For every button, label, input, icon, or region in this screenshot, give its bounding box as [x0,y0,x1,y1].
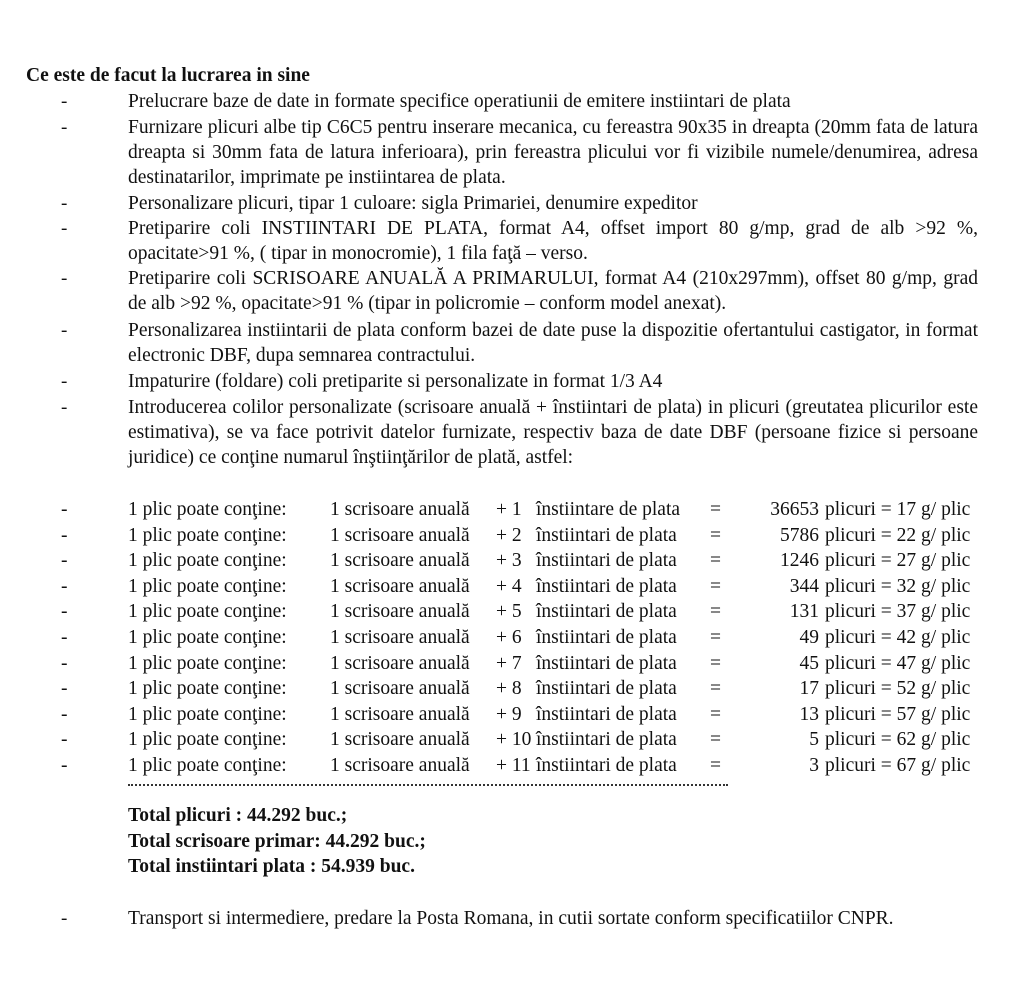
bullet-text: Furnizare plicuri albe tip C6C5 pentru inserare mecanica, cu fereastra 90x35 in dreapta (20mm fata de latura dreapta si 30mm fata de latura inferioara), prin fereastra plicului vor fi vizibile numele/denumirea, adresa destinatarilor, imprimate pe instiintarea de plata. [128,117,978,189]
bullet-dash: - [61,218,68,239]
table-row [0,727,1024,752]
row-count: 344 [789,575,819,597]
bullet-text: Pretiparire coli SCRISOARE ANUALĂ A PRIMARULUI, format A4 (210x297mm), offset 80 g/mp, grad de alb >92 %, opacitate>91 % (tipar in policromie – conform model anexat). [128,268,978,315]
row-result: plicuri = 32 g/ plic [825,575,971,597]
row-letter: 1 scrisoare anuală [330,627,470,648]
bullet-text: Transport si intermediere, predare la Posta Romana, in cutii sortate conform specificatiilor CNPR. [128,908,894,929]
row-notices: înstiintari de plata [536,627,677,648]
row-equals: = [710,627,721,648]
row-dash: - [61,575,68,597]
bullet-text: Prelucrare baze de date in formate specifice operatiunii de emitere instiintari de plata [128,91,791,112]
row-equals: = [710,499,721,520]
bullet-text: Introducerea colilor personalizate (scrisoare anuală + înstiintari de plata) in plicuri (greutatea plicurilor este estimativa), se va face potrivit datelor furnizate, respectiv baza de date DBF (persoane fizice si persoane juridice) ce conţine numarul înştiinţărilor de plată, astfel: [128,397,978,469]
row-prefix: 1 plic poate conţine: [128,575,287,597]
row-result: plicuri = 67 g/ plic [825,755,971,776]
row-count: 5786 [780,524,819,546]
row-result: plicuri = 27 g/ plic [825,550,971,572]
row-result: plicuri = 37 g/ plic [825,601,971,623]
row-letter: 1 scrisoare anuală [330,601,470,623]
row-dash: - [61,678,68,700]
row-letter: 1 scrisoare anuală [330,729,470,751]
bullet-dash: - [61,320,68,341]
table-row [0,497,1024,522]
row-count: 1246 [780,550,819,572]
section-heading: Ce este de facut la lucrarea in sine [26,65,310,86]
row-plus: + 9 [496,703,522,725]
row-dash: - [61,524,68,546]
row-dash: - [61,703,68,725]
row-dash: - [61,601,68,623]
row-plus: + 11 [496,755,531,776]
bullet-text: Pretiparire coli INSTIINTARI DE PLATA, format A4, offset import 80 g/mp, grad de alb >92 %, opacitate>91 %, ( tipar in monocromie), 1 fila faţă – verso. [128,218,978,265]
row-dash: - [61,755,68,776]
row-result: plicuri = 47 g/ plic [825,652,971,674]
row-plus: + 4 [496,575,522,597]
bullet-dash: - [61,371,68,392]
bullet-text: Impaturire (foldare) coli pretiparite si personalizate in format 1/3 A4 [128,371,663,392]
bullet-dash: - [61,193,68,214]
row-letter: 1 scrisoare anuală [330,703,470,725]
row-dash: - [61,550,68,572]
total-envelopes: Total plicuri : 44.292 buc.; [128,805,348,826]
row-equals: = [710,524,721,546]
row-letter: 1 scrisoare anuală [330,499,470,520]
row-notices: înstiintari de plata [536,755,677,776]
row-dash: - [61,729,68,751]
row-result: plicuri = 22 g/ plic [825,524,971,546]
total-letters: Total scrisoare primar: 44.292 buc.; [128,831,426,852]
row-count: 17 [799,678,819,700]
row-notices: înstiintare de plata [536,499,681,520]
row-prefix: 1 plic poate conţine: [128,550,287,572]
bullet-dash: - [61,908,68,929]
bullet-text: Personalizarea instiintarii de plata conform bazei de date puse la dispozitie ofertantului castigator, in format electronic DBF, dupa semnarea contractului. [128,320,978,367]
row-notices: înstiintari de plata [536,550,677,572]
dotted-separator [128,782,728,786]
row-count: 131 [789,601,819,623]
row-plus: + 2 [496,524,522,546]
row-prefix: 1 plic poate conţine: [128,703,287,725]
row-equals: = [710,601,721,623]
row-notices: înstiintari de plata [536,601,677,623]
total-notices: Total instiintari plata : 54.939 buc. [128,856,415,877]
row-letter: 1 scrisoare anuală [330,652,470,674]
row-prefix: 1 plic poate conţine: [128,755,287,776]
row-count: 49 [799,627,819,648]
row-prefix: 1 plic poate conţine: [128,499,287,520]
row-plus: + 8 [496,678,522,700]
row-plus: + 6 [496,627,522,648]
row-letter: 1 scrisoare anuală [330,575,470,597]
bullet-dash: - [61,91,68,112]
row-result: plicuri = 52 g/ plic [825,678,971,700]
row-plus: + 5 [496,601,522,623]
row-notices: înstiintari de plata [536,575,677,597]
row-letter: 1 scrisoare anuală [330,678,470,700]
row-plus: + 7 [496,652,522,674]
row-equals: = [710,550,721,572]
row-prefix: 1 plic poate conţine: [128,652,287,674]
row-prefix: 1 plic poate conţine: [128,524,287,546]
row-plus: + 3 [496,550,522,572]
bullet-text: Personalizare plicuri, tipar 1 culoare: sigla Primariei, denumire expeditor [128,193,698,214]
row-result: plicuri = 17 g/ plic [825,499,971,520]
table-row [0,676,1024,701]
row-notices: înstiintari de plata [536,703,677,725]
row-count: 5 [809,729,819,751]
table-row [0,625,1024,650]
row-dash: - [61,652,68,674]
row-letter: 1 scrisoare anuală [330,550,470,572]
row-count: 3 [809,755,819,776]
row-equals: = [710,729,721,751]
row-equals: = [710,575,721,597]
row-letter: 1 scrisoare anuală [330,524,470,546]
row-equals: = [710,652,721,674]
row-notices: înstiintari de plata [536,729,677,751]
table-row [0,523,1024,548]
row-count: 45 [799,652,819,674]
row-letter: 1 scrisoare anuală [330,755,470,776]
row-result: plicuri = 57 g/ plic [825,703,971,725]
row-notices: înstiintari de plata [536,652,677,674]
row-count: 36653 [770,499,819,520]
row-notices: înstiintari de plata [536,678,677,700]
bullet-dash: - [61,268,68,289]
row-plus: + 1 [496,499,522,520]
table-row [0,548,1024,573]
row-equals: = [710,703,721,725]
row-prefix: 1 plic poate conţine: [128,601,287,623]
row-prefix: 1 plic poate conţine: [128,627,287,648]
row-result: plicuri = 62 g/ plic [825,729,971,751]
row-equals: = [710,678,721,700]
bullet-dash: - [61,117,68,138]
row-notices: înstiintari de plata [536,524,677,546]
table-row [0,574,1024,599]
row-prefix: 1 plic poate conţine: [128,678,287,700]
row-prefix: 1 plic poate conţine: [128,729,287,751]
row-plus: + 10 [496,729,532,751]
row-count: 13 [799,703,819,725]
row-dash: - [61,627,68,648]
table-row [0,599,1024,624]
bullet-dash: - [61,397,68,418]
row-dash: - [61,499,68,520]
table-row [0,753,1024,778]
table-row [0,651,1024,676]
row-equals: = [710,755,721,776]
row-result: plicuri = 42 g/ plic [825,627,971,648]
table-row [0,702,1024,727]
